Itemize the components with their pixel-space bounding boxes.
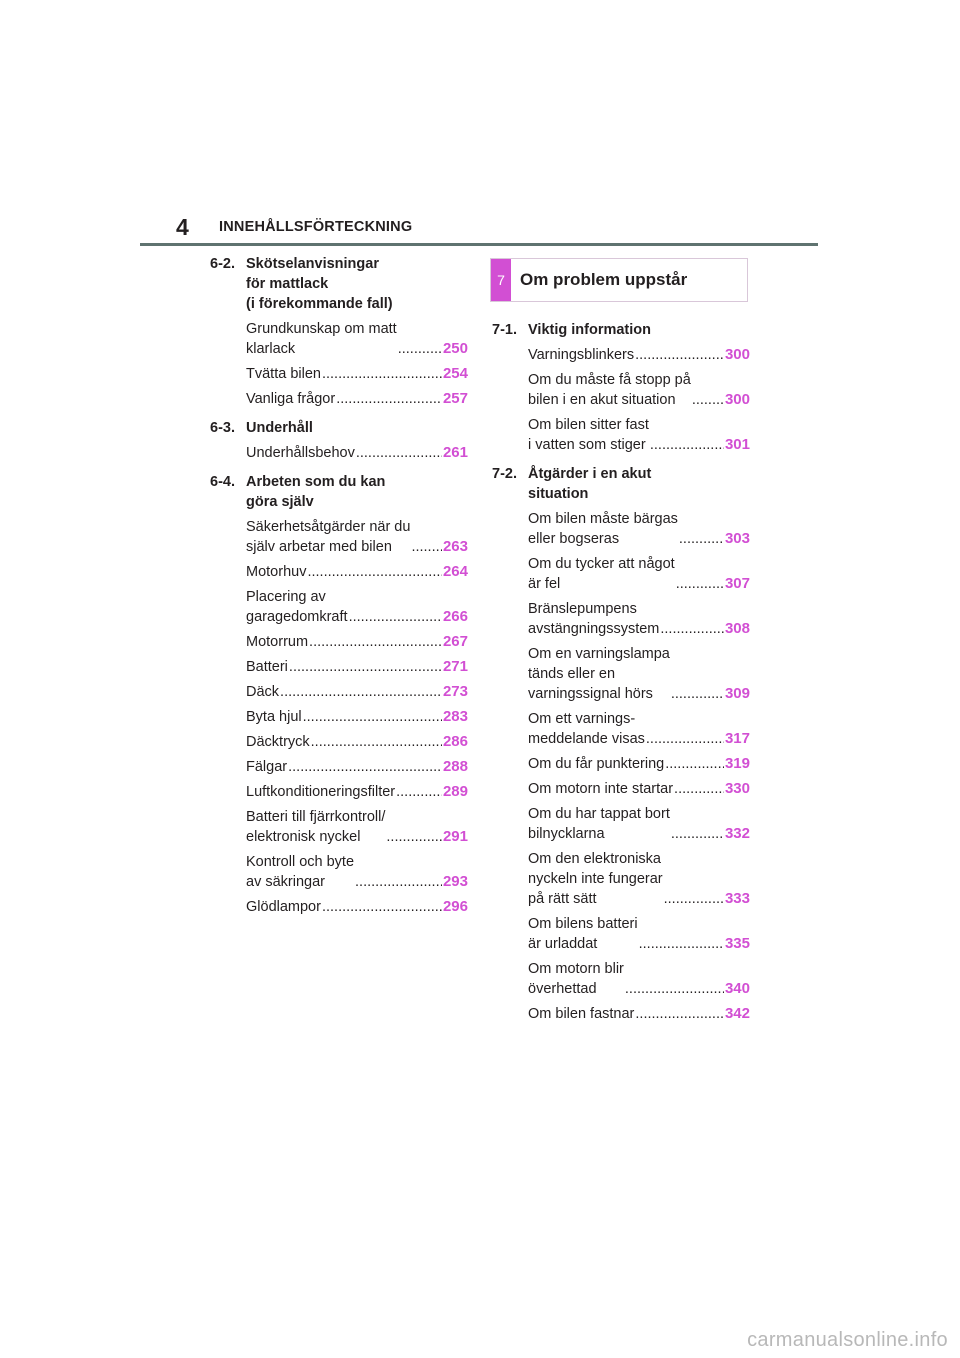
page-link[interactable]: 289 [442, 783, 468, 800]
chapter-title: Om problem uppstår [520, 270, 688, 289]
toc-entry-label: Grundkunskap om matt klarlack [246, 321, 397, 357]
page-link[interactable]: 291 [442, 828, 468, 845]
dot-leader [411, 537, 442, 557]
header-divider [140, 243, 818, 246]
page-number: 4 [176, 214, 189, 240]
toc-entry-label: Om bilens batteri är urladdat [528, 916, 638, 952]
dot-leader [660, 619, 724, 639]
toc-entry-label: Vanliga frågor [246, 391, 336, 407]
page-link[interactable]: 293 [442, 873, 468, 890]
dot-leader [289, 657, 442, 677]
toc-entry[interactable] [528, 370, 750, 410]
section-number: 6-2. [210, 256, 235, 272]
toc-entry[interactable] [246, 587, 468, 627]
dot-leader [664, 889, 724, 909]
dot-leader [307, 562, 442, 582]
dot-leader [671, 684, 724, 704]
page-link[interactable]: 300 [724, 391, 750, 408]
page-link[interactable]: 342 [724, 1005, 750, 1022]
dot-leader [692, 390, 724, 410]
toc-entry-label: Om den elektroniska nyckeln inte fungerar på rätt sätt [528, 851, 663, 907]
page-link[interactable]: 303 [724, 530, 750, 547]
toc-entry-label: Säkerhetsåtgärder när du själv arbetar med bilen [246, 519, 411, 555]
dot-leader [650, 435, 724, 455]
page-link[interactable]: 273 [442, 683, 468, 700]
chapter-number-tab: 7 [491, 259, 511, 301]
toc-entry[interactable] [246, 707, 468, 727]
toc-entry-label: Varningsblinkers [528, 347, 635, 363]
page-link[interactable]: 340 [724, 980, 750, 997]
page-link[interactable]: 307 [724, 575, 750, 592]
section-title: Skötselanvisningar för mattlack (i förekommande fall) [246, 256, 393, 312]
dot-leader [671, 824, 724, 844]
dot-leader [635, 1004, 724, 1024]
right-toc-column [492, 320, 750, 1033]
toc-entry[interactable] [528, 644, 750, 704]
toc-entry[interactable] [246, 732, 468, 752]
page-link[interactable]: 263 [442, 538, 468, 555]
dot-leader [679, 529, 724, 549]
dot-leader [646, 729, 724, 749]
dot-leader [398, 339, 442, 359]
page-link[interactable]: 257 [442, 390, 468, 407]
toc-entry-label: Om motorn blir överhettad [528, 961, 624, 997]
section-title: Arbeten som du kan göra själv [246, 474, 386, 510]
page-link[interactable]: 301 [724, 436, 750, 453]
dot-leader [336, 389, 442, 409]
toc-section [210, 472, 468, 917]
section-number: 6-4. [210, 474, 235, 490]
section-number: 7-2. [492, 466, 517, 482]
toc-entry-label: Luftkonditioneringsfilter [246, 784, 396, 800]
toc-entry-label: Underhållsbehov [246, 445, 355, 461]
toc-entry-label: Om bilen måste bärgas eller bogseras [528, 511, 678, 547]
section-title: Åtgärder i en akut situation [528, 466, 652, 502]
page-link[interactable]: 300 [724, 346, 750, 363]
toc-entry[interactable] [528, 345, 750, 365]
toc-entry[interactable] [528, 804, 750, 844]
toc-entry-label: Om bilen sitter fast i vatten som stiger [528, 417, 649, 453]
toc-entry-label: Däck [246, 684, 280, 700]
toc-entry[interactable] [528, 779, 750, 799]
page-link[interactable]: 332 [724, 825, 750, 842]
dot-leader [639, 934, 724, 954]
dot-leader [355, 872, 442, 892]
dot-leader [674, 779, 724, 799]
toc-entry-label: Byta hjul [246, 709, 302, 725]
dot-leader [280, 682, 442, 702]
toc-entry[interactable] [528, 959, 750, 999]
dot-leader [635, 345, 724, 365]
left-toc-column [210, 254, 468, 926]
toc-section [210, 254, 468, 409]
toc-entry[interactable] [246, 852, 468, 892]
toc-entry-label: Batteri [246, 659, 288, 675]
dot-leader [322, 364, 442, 384]
section-number: 7-1. [492, 322, 517, 338]
toc-entry[interactable] [246, 757, 468, 777]
dot-leader [625, 979, 724, 999]
toc-entry[interactable] [246, 319, 468, 359]
page-link[interactable]: 330 [724, 780, 750, 797]
page-link[interactable]: 261 [442, 444, 468, 461]
toc-entry-label: Däcktryck [246, 734, 310, 750]
dot-leader [396, 782, 442, 802]
dot-leader [676, 574, 724, 594]
dot-leader [665, 754, 724, 774]
toc-entry[interactable] [528, 754, 750, 774]
toc-entry[interactable] [528, 415, 750, 455]
toc-entry[interactable] [246, 364, 468, 384]
page-link[interactable]: 335 [724, 935, 750, 952]
toc-entry-label: Motorhuv [246, 564, 307, 580]
dot-leader [288, 757, 442, 777]
section-number: 6-3. [210, 420, 235, 436]
toc-entry-label: Placering av garagedomkraft [246, 589, 348, 625]
page-link[interactable]: 250 [442, 340, 468, 357]
toc-entry[interactable] [246, 782, 468, 802]
dot-leader [386, 827, 442, 847]
toc-entry[interactable] [246, 632, 468, 652]
toc-entry[interactable] [246, 389, 468, 409]
page-link[interactable]: 308 [724, 620, 750, 637]
chapter-heading-box [490, 258, 748, 302]
toc-entry-label: Batteri till fjärrkontroll/ elektronisk nyckel [246, 809, 386, 845]
page-link[interactable]: 333 [724, 890, 750, 907]
section-title: Viktig information [528, 322, 651, 338]
toc-entry[interactable] [528, 509, 750, 549]
dot-leader [311, 732, 442, 752]
dot-leader [356, 443, 442, 463]
toc-entry-label: Om ett varnings- meddelande visas [528, 711, 645, 747]
page-link[interactable]: 319 [724, 755, 750, 772]
page-link[interactable]: 267 [442, 633, 468, 650]
toc-entry-label: Om du tycker att något är fel [528, 556, 675, 592]
toc-section [492, 464, 750, 1024]
page-link[interactable]: 264 [442, 563, 468, 580]
toc-entry[interactable] [246, 562, 468, 582]
toc-entry[interactable] [246, 897, 468, 917]
toc-section [492, 320, 750, 455]
toc-entry[interactable] [528, 914, 750, 954]
toc-entry[interactable] [528, 599, 750, 639]
toc-entry-label: Motorrum [246, 634, 309, 650]
page-link[interactable]: 283 [442, 708, 468, 725]
toc-entry-label: Glödlampor [246, 899, 321, 915]
toc-entry-label: Om motorn inte startar [528, 781, 674, 797]
toc-entry[interactable] [246, 807, 468, 847]
toc-entry-label: Fälgar [246, 759, 288, 775]
section-title: Underhåll [246, 420, 313, 436]
page-link[interactable]: 296 [442, 898, 468, 915]
dot-leader [309, 632, 442, 652]
page-link[interactable]: 309 [724, 685, 750, 702]
toc-entry[interactable] [528, 709, 750, 749]
toc-entry-label: Bränslepumpens avstängningssystem [528, 601, 660, 637]
toc-entry-label: Om bilen fastnar [528, 1006, 635, 1022]
toc-entry-label: Om du får punktering [528, 756, 665, 772]
page-link[interactable]: 286 [442, 733, 468, 750]
toc-entry-label: Om en varningslampa tänds eller en varningssignal hörs [528, 646, 670, 702]
page-link[interactable]: 271 [442, 658, 468, 675]
dot-leader [349, 607, 442, 627]
page-link[interactable]: 317 [724, 730, 750, 747]
toc-entry[interactable] [528, 554, 750, 594]
toc-entry-label: Om du måste få stopp på bilen i en akut situation [528, 372, 691, 408]
toc-entry[interactable] [246, 657, 468, 677]
dot-leader [303, 707, 442, 727]
toc-entry-label: Om du har tappat bort bilnycklarna [528, 806, 670, 842]
page-link[interactable]: 266 [442, 608, 468, 625]
toc-entry[interactable] [246, 443, 468, 463]
toc-entry-label: Kontroll och byte av säkringar [246, 854, 355, 890]
dot-leader [322, 897, 442, 917]
page-header-title: INNEHÅLLSFÖRTECKNING [219, 219, 413, 235]
watermark: carmanualsonline.info [747, 1329, 948, 1351]
toc-entry[interactable] [528, 849, 750, 909]
toc-section [210, 418, 468, 463]
toc-entry-label: Tvätta bilen [246, 366, 321, 382]
toc-entry[interactable] [246, 682, 468, 702]
toc-entry[interactable] [246, 517, 468, 557]
toc-entry[interactable] [528, 1004, 750, 1024]
page-link[interactable]: 254 [442, 365, 468, 382]
page-link[interactable]: 288 [442, 758, 468, 775]
